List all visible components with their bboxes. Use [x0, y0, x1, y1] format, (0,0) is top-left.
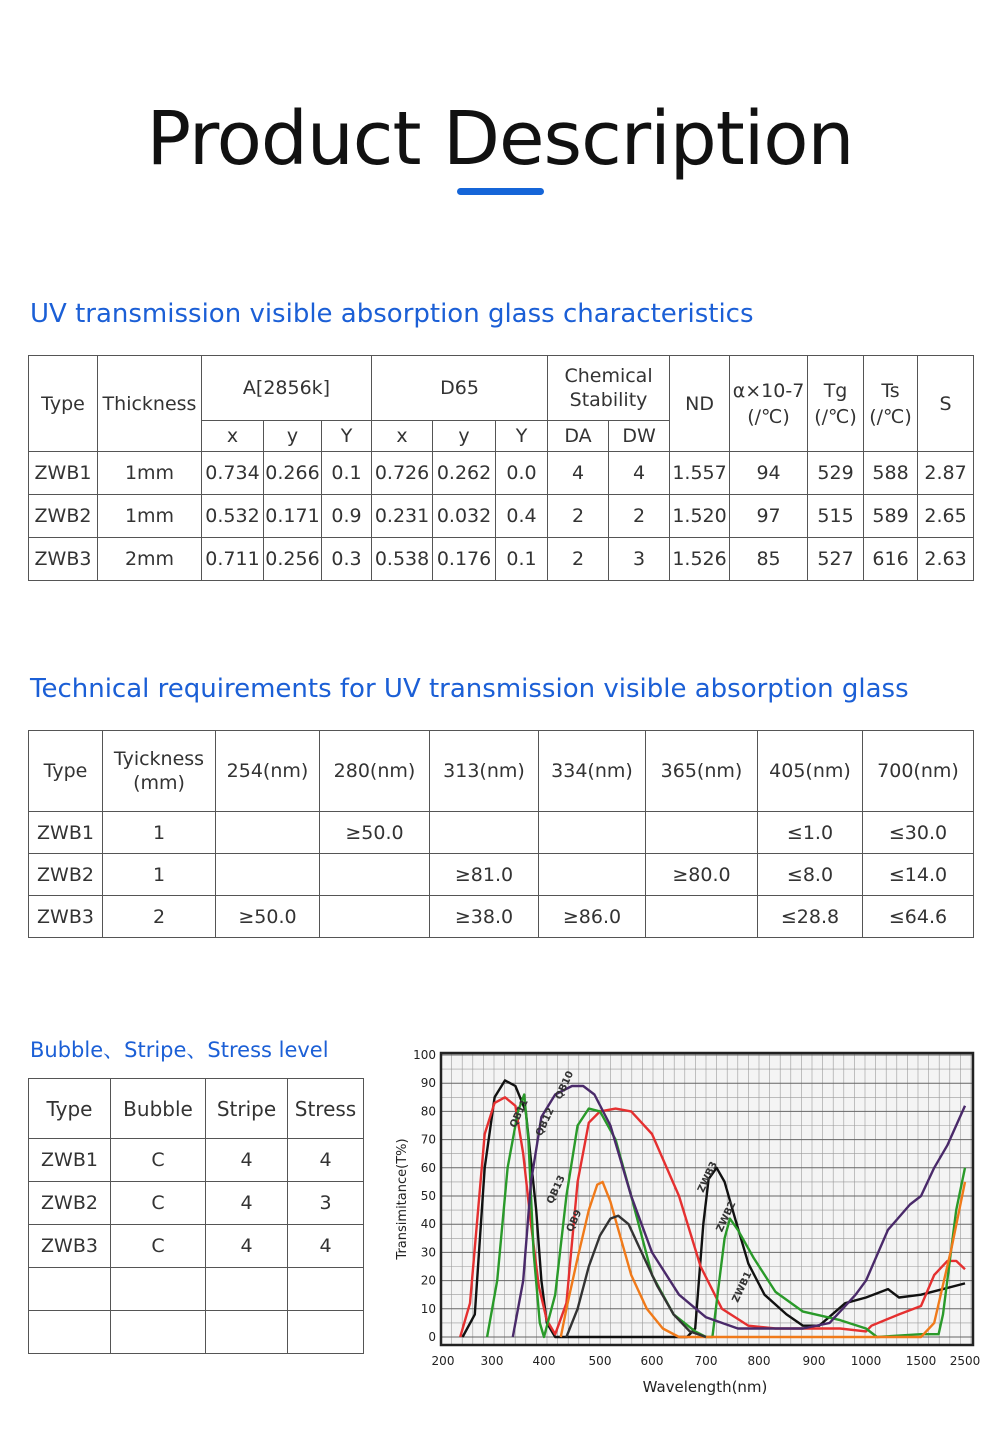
- char-cell: 2mm: [98, 538, 202, 581]
- char-cell: 529: [808, 452, 864, 495]
- qual-cell: [29, 1311, 111, 1354]
- requirements-table: [28, 730, 974, 938]
- req-cell: [320, 854, 430, 896]
- req-cell: [539, 854, 646, 896]
- req-cell: ≤1.0: [758, 812, 863, 854]
- requirements-heading: Technical requirements for UV transmission visible absorption glass: [30, 674, 909, 704]
- subheader-d65-y: y: [433, 421, 496, 452]
- qual-row: [29, 1225, 364, 1268]
- req-cell: 2: [103, 896, 216, 938]
- char-row: [29, 452, 974, 495]
- x-tick-label: 600: [640, 1354, 664, 1368]
- header-alpha-line1: α×10-7: [732, 379, 805, 402]
- quality-header-stress: Stress: [288, 1079, 364, 1139]
- req-cell: [539, 812, 646, 854]
- req-row: [29, 896, 974, 938]
- x-tick-label: 1500: [905, 1354, 937, 1368]
- qual-row: [29, 1268, 364, 1311]
- req-row: [29, 854, 974, 896]
- char-cell: 97: [730, 495, 808, 538]
- req-cell: ≥80.0: [646, 854, 758, 896]
- char-cell: ZWB3: [29, 538, 98, 581]
- y-tick-label: 50: [420, 1189, 436, 1203]
- char-cell: 2.65: [918, 495, 974, 538]
- qual-cell: 4: [288, 1225, 364, 1268]
- header-ts: [864, 356, 918, 452]
- char-cell: 2: [548, 495, 609, 538]
- req-header-365: 365(nm): [646, 731, 758, 812]
- subheader-a-y: y: [264, 421, 322, 452]
- char-cell: 0.256: [264, 538, 322, 581]
- subheader-a-x: x: [202, 421, 264, 452]
- req-cell: ≥50.0: [216, 896, 320, 938]
- char-cell: 515: [808, 495, 864, 538]
- char-cell: 0.532: [202, 495, 264, 538]
- req-cell: ≥86.0: [539, 896, 646, 938]
- characteristics-table: [28, 355, 974, 581]
- qual-cell: [111, 1311, 206, 1354]
- qual-cell: C: [111, 1225, 206, 1268]
- char-cell: 0.171: [264, 495, 322, 538]
- char-cell: 0.711: [202, 538, 264, 581]
- req-header-254: 254(nm): [216, 731, 320, 812]
- req-header-thickness-line1: Tyickness: [113, 748, 205, 770]
- x-axis-label: Wavelength(nm): [642, 1378, 768, 1396]
- subheader-a-Y: Y: [322, 421, 372, 452]
- req-header-405: 405(nm): [758, 731, 863, 812]
- header-chemical-line1: Chemical: [564, 365, 653, 387]
- req-cell: ≤64.6: [863, 896, 974, 938]
- quality-header-bubble: Bubble: [111, 1079, 206, 1139]
- qual-cell: C: [111, 1139, 206, 1182]
- quality-header-stripe: Stripe: [206, 1079, 288, 1139]
- char-cell: 1.520: [670, 495, 730, 538]
- y-tick-label: 10: [420, 1301, 436, 1316]
- char-cell: ZWB1: [29, 452, 98, 495]
- req-header-700: 700(nm): [863, 731, 974, 812]
- char-cell: 0.1: [322, 452, 372, 495]
- curve-label: ZWB3: [696, 1160, 720, 1195]
- qual-cell: [206, 1268, 288, 1311]
- req-cell: ≤28.8: [758, 896, 863, 938]
- char-cell: 4: [548, 452, 609, 495]
- qual-cell: 3: [288, 1182, 364, 1225]
- header-nd: ND: [670, 356, 730, 452]
- qual-cell: [288, 1311, 364, 1354]
- characteristics-heading: UV transmission visible absorption glass characteristics: [30, 299, 754, 329]
- req-cell: ≥38.0: [430, 896, 539, 938]
- y-tick-label: 100: [413, 1048, 436, 1062]
- x-tick-label: 700: [694, 1354, 718, 1368]
- qual-cell: 4: [206, 1225, 288, 1268]
- char-cell: 2.63: [918, 538, 974, 581]
- char-cell: 0.726: [372, 452, 433, 495]
- header-tg-line2: (/℃): [814, 405, 857, 428]
- y-tick-label: 60: [420, 1160, 436, 1175]
- char-cell: 1.526: [670, 538, 730, 581]
- x-tick-label: 1000: [850, 1354, 882, 1368]
- header-ts-line2: (/℃): [869, 405, 912, 428]
- char-cell: 0.3: [322, 538, 372, 581]
- char-cell: 2: [609, 495, 670, 538]
- char-cell: 0.538: [372, 538, 433, 581]
- char-cell: 0.262: [433, 452, 496, 495]
- req-cell: ZWB3: [29, 896, 103, 938]
- qual-cell: 4: [206, 1182, 288, 1225]
- char-cell: 94: [730, 452, 808, 495]
- qual-cell: [206, 1311, 288, 1354]
- y-tick-label: 80: [420, 1104, 436, 1119]
- x-tick-label: 900: [802, 1354, 826, 1368]
- char-cell: 588: [864, 452, 918, 495]
- req-cell: [320, 896, 430, 938]
- req-cell: [430, 812, 539, 854]
- qual-cell: 4: [206, 1139, 288, 1182]
- qual-row: [29, 1139, 364, 1182]
- char-cell: 0.032: [433, 495, 496, 538]
- qual-row: [29, 1182, 364, 1225]
- char-cell: 2.87: [918, 452, 974, 495]
- y-axis-label: Transimitance(T%): [395, 1138, 410, 1260]
- y-tick-label: 40: [420, 1217, 436, 1232]
- x-tick-label: 800: [747, 1354, 771, 1368]
- char-cell: 1mm: [98, 495, 202, 538]
- char-cell: 0.4: [496, 495, 548, 538]
- req-cell: 1: [103, 812, 216, 854]
- char-cell: ZWB2: [29, 495, 98, 538]
- qual-cell: ZWB3: [29, 1225, 111, 1268]
- curve-label: ZWB2: [714, 1199, 739, 1234]
- req-cell: ZWB2: [29, 854, 103, 896]
- qual-cell: [29, 1268, 111, 1311]
- curve-label: ZWB1: [730, 1269, 755, 1305]
- char-cell: 0.734: [202, 452, 264, 495]
- subheader-d65-Y: Y: [496, 421, 548, 452]
- page-title: Product Description: [146, 96, 854, 182]
- header-d65: D65: [372, 356, 548, 421]
- header-thickness: Thickness: [98, 356, 202, 452]
- x-tick-label: 500: [588, 1354, 612, 1368]
- qual-row: [29, 1311, 364, 1354]
- char-cell: 85: [730, 538, 808, 581]
- qual-cell: [288, 1268, 364, 1311]
- qual-cell: 4: [288, 1139, 364, 1182]
- y-tick-label: 20: [420, 1273, 436, 1288]
- header-s: S: [918, 356, 974, 452]
- title-underline: [457, 188, 544, 195]
- req-header-334: 334(nm): [539, 731, 646, 812]
- req-header-313: 313(nm): [430, 731, 539, 812]
- char-cell: 1mm: [98, 452, 202, 495]
- curve-label: QB11: [508, 1097, 531, 1130]
- header-tg-line1: Tg: [823, 379, 848, 402]
- char-cell: 4: [609, 452, 670, 495]
- quality-heading: Bubble、Stripe、Stress level: [30, 1038, 329, 1062]
- char-cell: 0.9: [322, 495, 372, 538]
- char-cell: 3: [609, 538, 670, 581]
- req-cell: [646, 896, 758, 938]
- header-chemical-stability: [548, 356, 670, 421]
- y-tick-label: 90: [420, 1076, 436, 1091]
- req-cell: ≤14.0: [863, 854, 974, 896]
- char-cell: 0.0: [496, 452, 548, 495]
- char-cell: 0.266: [264, 452, 322, 495]
- char-cell: 0.1: [496, 538, 548, 581]
- x-tick-label: 2500: [949, 1354, 981, 1368]
- req-header-type: Type: [29, 731, 103, 812]
- qual-cell: ZWB1: [29, 1139, 111, 1182]
- qual-cell: [111, 1268, 206, 1311]
- req-cell: ZWB1: [29, 812, 103, 854]
- curve-label: QB9: [564, 1208, 585, 1234]
- subheader-da: DA: [548, 421, 609, 452]
- y-tick-label: 30: [420, 1245, 436, 1260]
- char-row: [29, 538, 974, 581]
- req-cell: ≤8.0: [758, 854, 863, 896]
- req-row: [29, 812, 974, 854]
- qual-cell: ZWB2: [29, 1182, 111, 1225]
- y-tick-label: 70: [420, 1132, 436, 1147]
- char-cell: 0.231: [372, 495, 433, 538]
- curve-label: QB13: [545, 1173, 568, 1206]
- header-chemical-line2: Stability: [569, 389, 648, 411]
- char-row: [29, 495, 974, 538]
- qual-cell: C: [111, 1182, 206, 1225]
- subheader-d65-x: x: [372, 421, 433, 452]
- header-alpha-line2: (/℃): [747, 405, 790, 428]
- req-header-thickness-line2: (mm): [133, 772, 185, 794]
- char-cell: 1.557: [670, 452, 730, 495]
- x-tick-label: 300: [480, 1354, 504, 1368]
- header-type: Type: [29, 356, 98, 452]
- req-cell: ≤30.0: [863, 812, 974, 854]
- req-cell: [216, 854, 320, 896]
- char-cell: 2: [548, 538, 609, 581]
- curve-label: QB10: [553, 1069, 577, 1102]
- req-header-thickness: [103, 731, 216, 812]
- header-alpha: [730, 356, 808, 452]
- char-cell: 589: [864, 495, 918, 538]
- req-header-280: 280(nm): [320, 731, 430, 812]
- req-cell: [646, 812, 758, 854]
- quality-table: [28, 1078, 364, 1354]
- req-cell: [216, 812, 320, 854]
- x-tick-label: 400: [532, 1354, 556, 1368]
- y-tick-label: 0: [428, 1330, 436, 1344]
- req-cell: ≥50.0: [320, 812, 430, 854]
- char-cell: 527: [808, 538, 864, 581]
- req-cell: 1: [103, 854, 216, 896]
- header-ts-line1: Ts: [881, 379, 900, 402]
- transmittance-chart: [390, 1040, 990, 1400]
- req-cell: ≥81.0: [430, 854, 539, 896]
- char-cell: 616: [864, 538, 918, 581]
- quality-header-type: Type: [29, 1079, 111, 1139]
- header-tg: [808, 356, 864, 452]
- curve-label: QB12: [534, 1106, 557, 1139]
- header-a2856k: A[2856k]: [202, 356, 372, 421]
- x-tick-label: 200: [431, 1354, 455, 1368]
- char-cell: 0.176: [433, 538, 496, 581]
- subheader-dw: DW: [609, 421, 670, 452]
